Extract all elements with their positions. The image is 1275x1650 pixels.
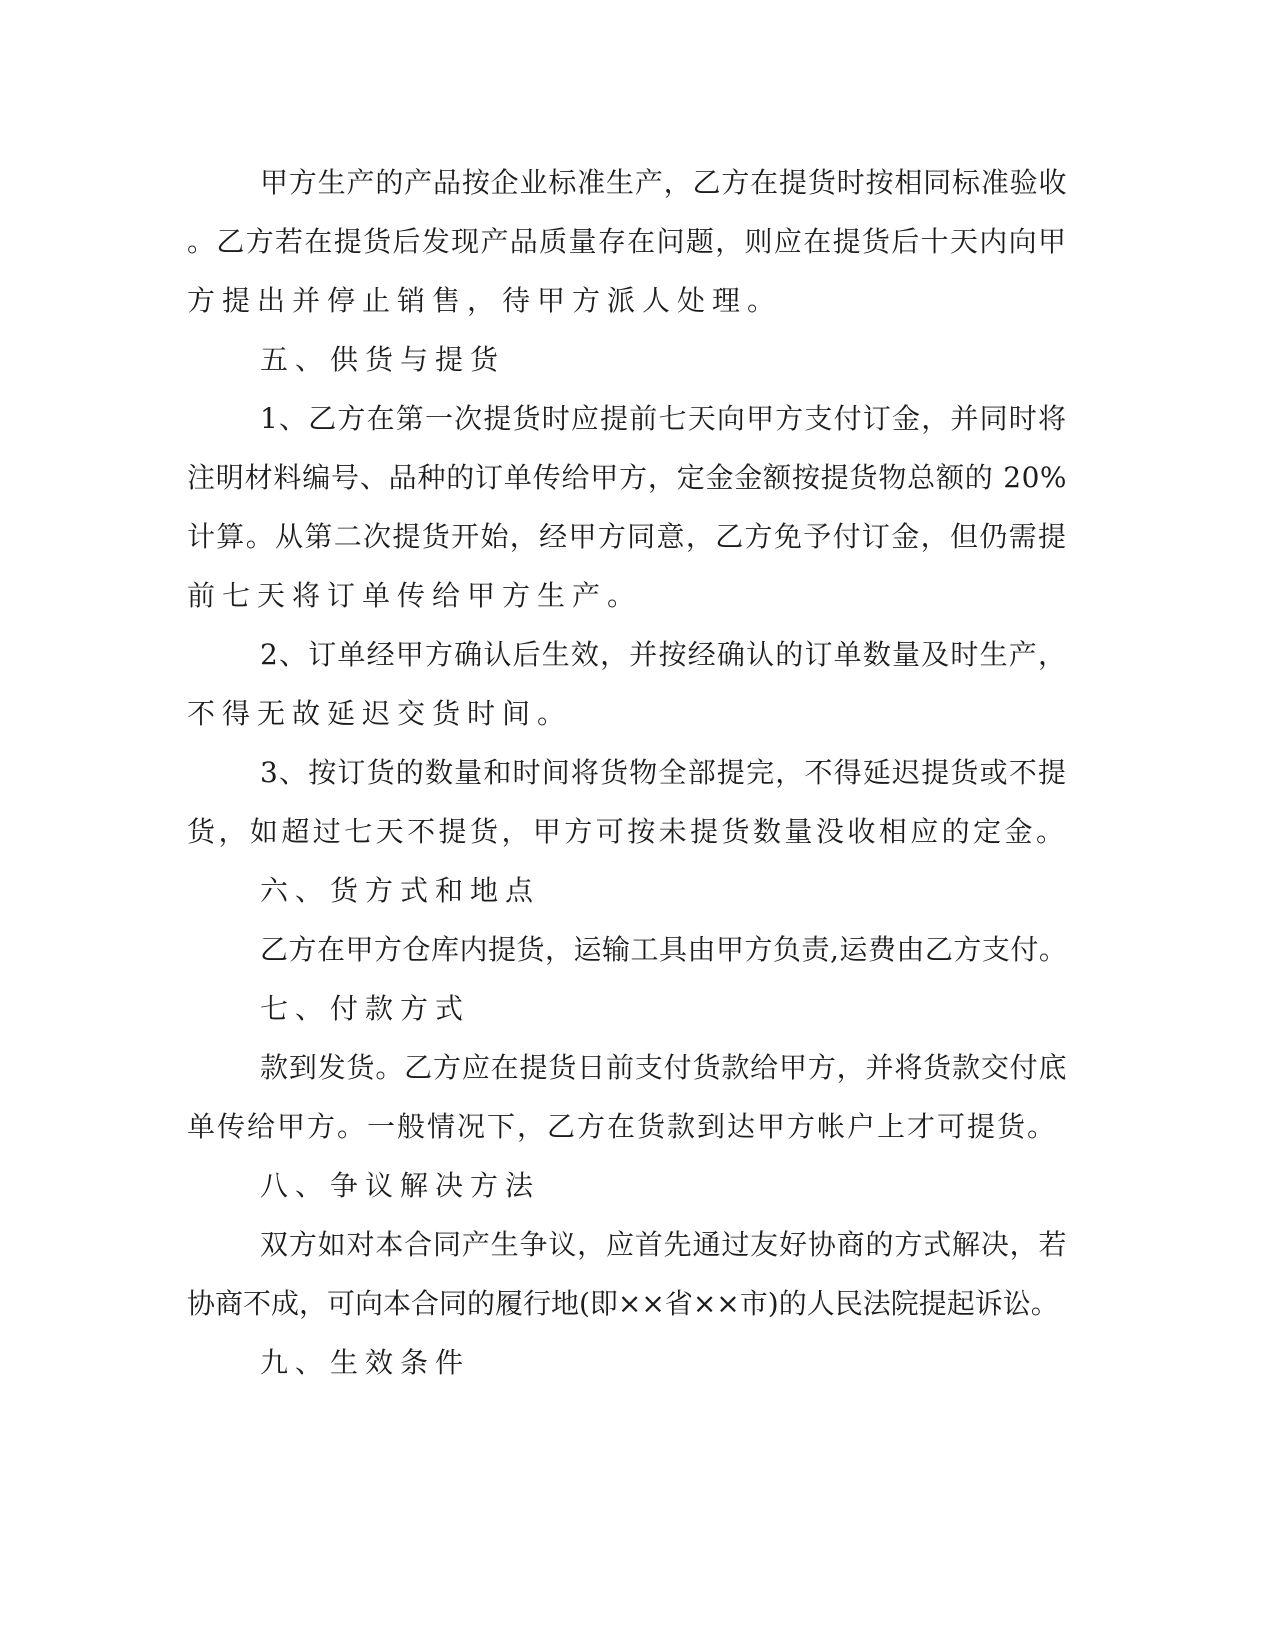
clause-2-line-2: 不得无故延迟交货时间。	[187, 697, 573, 730]
paragraph-payment-line-1: 款到发货。乙方应在提货日前支付货款给甲方，并将货款交付底	[260, 1051, 1067, 1084]
paragraph-payment-line-2: 单传给甲方。一般情况下，乙方在货款到达甲方帐户上才可提货。	[187, 1110, 1058, 1143]
paragraph-dispute-line-1: 双方如对本合同产生争议，应首先通过友好协商的方式解决，若	[260, 1228, 1067, 1261]
clause-1-line-2: 注明材料编号、品种的订单传给甲方，定金金额按提货物总额的 20%	[187, 461, 1067, 494]
clause-1-line-3: 计算。从第二次提货开始，经甲方同意，乙方免予付订金，但仍需提	[187, 520, 1067, 553]
section-heading-dispute: 八、争议解决方法	[260, 1169, 541, 1202]
section-heading-payment: 七、付款方式	[260, 992, 471, 1025]
paragraph-quality-line-1: 甲方生产的产品按企业标准生产，乙方在提货时按相同标准验收	[260, 166, 1067, 199]
clause-3-line-1: 3、按订货的数量和时间将货物全部提完，不得延迟提货或不提	[260, 756, 1067, 789]
paragraph-delivery: 乙方在甲方仓库内提货，运输工具由甲方负责,运费由乙方支付。	[260, 933, 1068, 966]
clause-1-line-4: 前七天将订单传给甲方生产。	[187, 579, 643, 612]
paragraph-quality-line-2: 。乙方若在提货后发现产品质量存在问题，则应在提货后十天内向甲	[187, 225, 1067, 258]
section-heading-delivery: 六、货方式和地点	[260, 874, 541, 907]
paragraph-dispute-line-2: 协商不成，可向本合同的履行地(即××省××市)的人民法院提起诉讼。	[187, 1287, 1059, 1320]
clause-2-line-1: 2、订单经甲方确认后生效，并按经确认的订单数量及时生产，	[260, 638, 1067, 671]
section-heading-supply: 五、供货与提货	[260, 343, 506, 376]
section-heading-effective: 九、生效条件	[260, 1346, 471, 1379]
paragraph-quality-line-3: 方提出并停止销售，待甲方派人处理。	[187, 284, 783, 317]
clause-3-line-2: 货，如超过七天不提货，甲方可按未提货数量没收相应的定金。	[187, 815, 1067, 848]
clause-1-line-1: 1、乙方在第一次提货时应提前七天向甲方支付订金，并同时将	[260, 402, 1067, 435]
